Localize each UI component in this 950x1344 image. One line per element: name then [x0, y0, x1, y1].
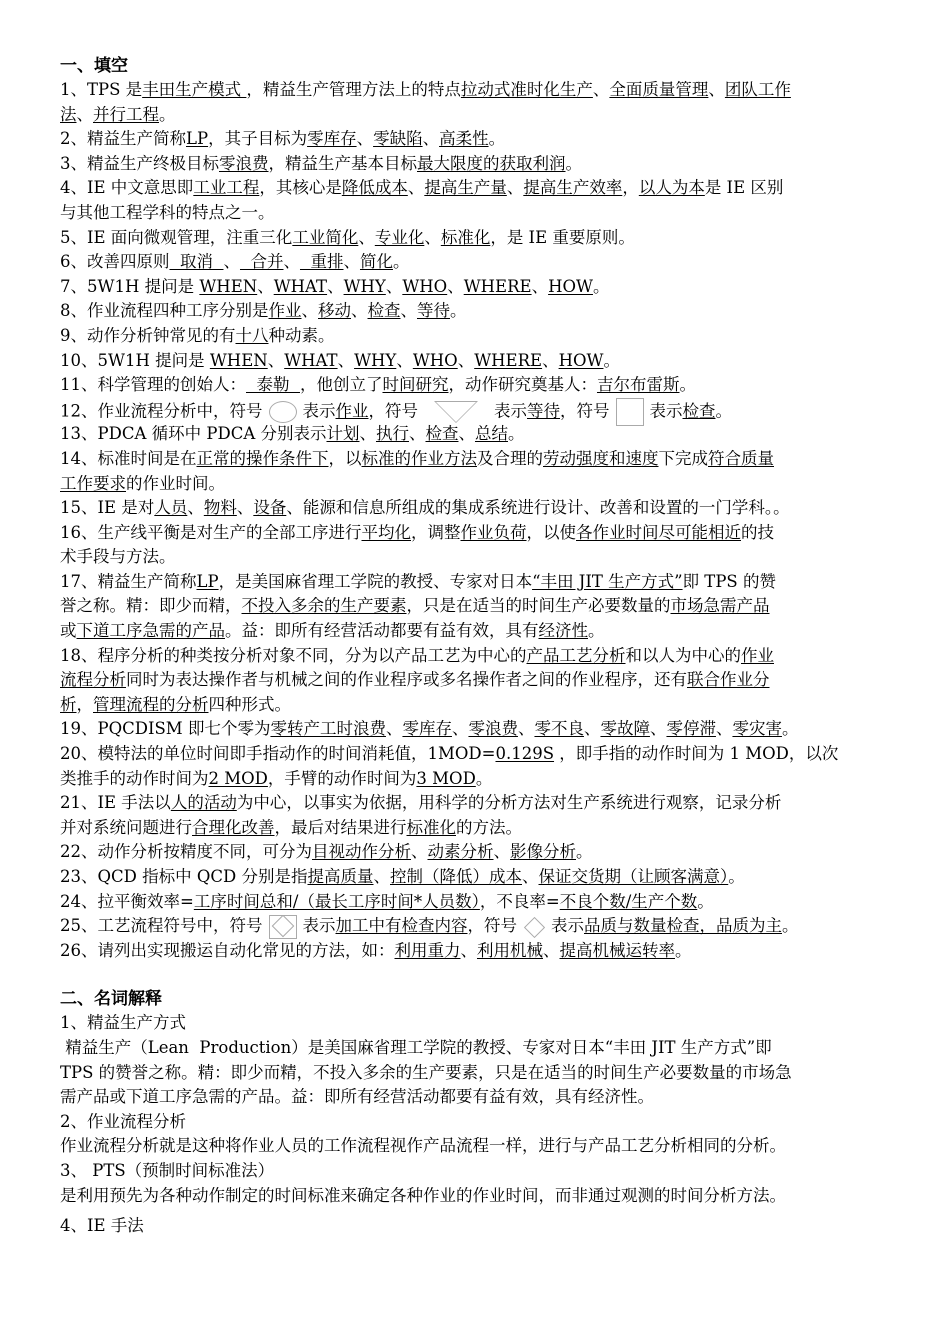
question-25: 25、工艺流程符号中，符号 表示加工中有检查内容，符号 表示品质与数量检查，品质为主。 [60, 914, 902, 939]
question-17-cont-1: 誉之称。精：即少而精，不投入多余的生产要素，只是在适当的时间生产必要数量的市场急需产品 [60, 596, 770, 616]
question-22: 22、动作分析按精度不同，可分为目视动作分析、动素分析、影像分析。 [60, 842, 593, 862]
term-1-title: 1、精益生产方式 [60, 1013, 186, 1033]
document-page [60, 54, 902, 1239]
section-title-terms: 二、名词解释 [60, 989, 162, 1010]
question-4: 4、IE 中文意思即工业工程，其核心是降低成本、提高生产量、提高生产效率，以人为本是 IE 区别 [60, 178, 784, 198]
question-18-cont-1: 流程分析同时为表达操作者与机械之间的作业程序或多名操作者之间的作业程序，还有联合作业分 [60, 670, 770, 690]
question-24: 24、拉平衡效率=工序时间总和/（最长工序时间*人员数），不良率=不良个数/生产个数。 [60, 891, 714, 911]
question-15: 15、IE 是对人员、物料、设备、能源和信息所组成的集成系统进行设计、改善和设置的一门学科。。 [60, 498, 790, 518]
question-3: 3、精益生产终极目标零浪费，精益生产基本目标最大限度的获取利润。 [60, 153, 582, 173]
section-title-fill: 一、填空 [60, 56, 128, 76]
waiting-triangle-icon [434, 401, 478, 423]
question-16-cont: 术手段与方法。 [60, 547, 176, 567]
question-1-cont: 法、并行工程。 [60, 104, 176, 124]
term-1-text-cont-2: 需产品或下道工序急需的产品。益：即所有经营活动都要有益有效，具有经济性。 [60, 1087, 654, 1107]
question-20: 20、模特法的单位时间即手指动作的时间消耗值，1MOD=0.129S ，即手指的动作时间为 1 MOD，以次 [60, 744, 839, 764]
question-14-cont: 工作要求的作业时间。 [60, 473, 225, 493]
term-1-text: 精益生产（Lean Production）是美国麻省理工学院的教授、专家对日本“丰田 JIT 生产方式”即 [60, 1037, 772, 1057]
question-23: 23、QCD 指标中 QCD 分别是指提高质量、控制（降低）成本、保证交货期（让顾客满意）。 [60, 867, 745, 886]
question-16: 16、生产线平衡是对生产的全部工序进行平均化，调整作业负荷，以使各作业时间尽可能相近的技 [60, 522, 774, 542]
question-1: 1、TPS 是丰田生产模式 ，精益生产管理方法上的特点拉动式准时化生产、全面质量管理、团队工作 [60, 80, 791, 99]
question-4-cont: 与其他工程学科的特点之一。 [60, 202, 275, 222]
section-gap [60, 963, 902, 987]
process-inspection-icon [269, 915, 297, 939]
question-5: 5、IE 面向微观管理，注重三化工业简化、专业化、标准化，是 IE 重要原则。 [60, 227, 635, 247]
term-2-title: 2、作业流程分析 [60, 1111, 186, 1131]
term-3-title: 3、 PTS（预制时间标准法） [60, 1160, 275, 1180]
question-17: 17、精益生产简称LP，是美国麻省理工学院的教授、专家对日本“丰田 JIT 生产方式”即 TPS 的赞 [60, 571, 776, 591]
question-19: 19、PQCDISM 即七个零为零转产工时浪费、零库存、零浪费、零不良、零故障、零停滞、零灾害。 [60, 719, 799, 739]
question-14: 14、标准时间是在正常的操作条件下，以标准的作业方法及合理的劳动强度和速度下完成符合质量 [60, 448, 774, 468]
question-2: 2、精益生产简称LP，其子目标为零库存、零缺陷、高柔性。 [60, 129, 506, 149]
inspection-square-icon [616, 398, 644, 426]
operation-circle-icon [269, 401, 297, 423]
term-1-text-cont-1: TPS 的赞誉之称。精：即少而精，不投入多余的生产要素，只是在适当的时间生产必要数量的市场急 [60, 1062, 792, 1082]
question-7: 7、5W1H 提问是 WHEN、WHAT、WHY、WHO、WHERE、HOW。 [60, 276, 610, 296]
term-4-title: 4、IE 手法 [60, 1216, 144, 1236]
question-21-cont: 并对系统问题进行合理化改善，最后对结果进行标准化的方法。 [60, 817, 522, 837]
question-10: 10、5W1H 提问是 WHEN、WHAT、WHY、WHO、WHERE、HOW。 [60, 350, 620, 370]
question-9: 9、动作分析钟常见的有十八种动素。 [60, 325, 335, 345]
quality-inspection-icon [523, 916, 545, 938]
question-20-cont: 类推手的动作时间为2 MOD，手臂的动作时间为3 MOD。 [60, 768, 493, 788]
term-3-text: 是利用预先为各种动作制定的时间标准来确定各种作业的作业时间，而非通过观测的时间分析方法。 [60, 1185, 786, 1205]
question-11: 11、科学管理的创始人： 泰勒 ，他创立了时间研究，动作研究奠基人：吉尔布雷斯。 [60, 375, 696, 395]
question-26: 26、请列出实现搬运自动化常见的方法，如：利用重力、利用机械、提高机械运转率。 [60, 940, 692, 960]
question-12: 12、作业流程分析中，符号 表示作业，符号 表示等待，符号 表示检查。 [60, 398, 902, 423]
question-8: 8、作业流程四种工序分别是作业、移动、检查、等待。 [60, 301, 467, 321]
question-17-cont-2: 或下道工序急需的产品。益：即所有经营活动都要有益有效，具有经济性。 [60, 621, 605, 641]
question-18: 18、程序分析的种类按分析对象不同，分为以产品工艺为中心的产品工艺分析和以人为中心的作业 [60, 645, 774, 665]
question-21: 21、IE 手法以人的活动为中心，以事实为依据，用科学的分析方法对生产系统进行观察，记录分析 [60, 793, 782, 813]
question-6: 6、改善四原则 取消 、 合并、 重排、简化。 [60, 252, 410, 272]
question-13: 13、PDCA 循环中 PDCA 分别表示计划、执行、检查、总结。 [60, 424, 525, 444]
question-18-cont-2: 析，管理流程的分析四种形式。 [60, 694, 291, 714]
term-2-text: 作业流程分析就是这种将作业人员的工作流程视作产品流程一样，进行与产品工艺分析相同的分析。 [60, 1136, 786, 1156]
